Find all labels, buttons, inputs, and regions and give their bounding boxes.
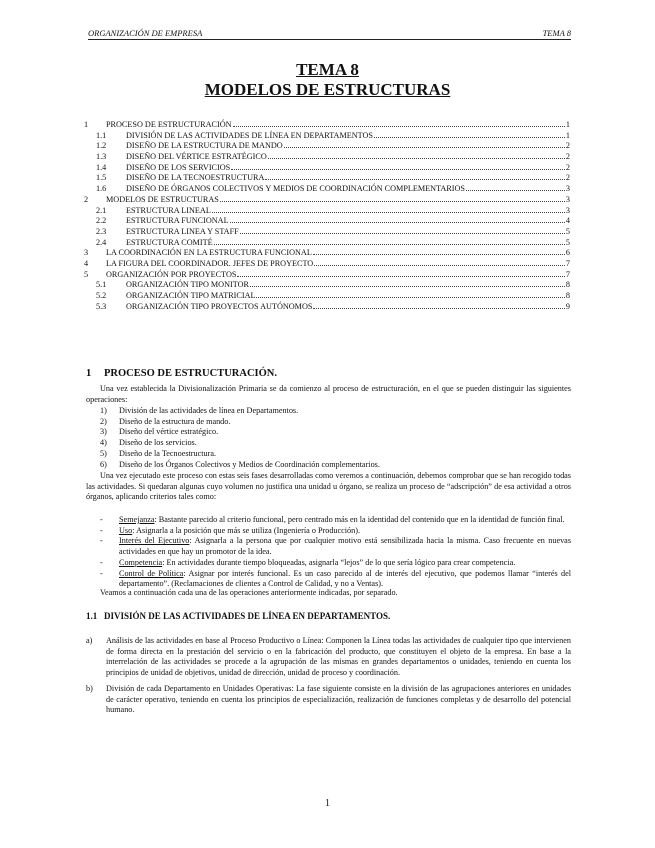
toc-entry-page: 2 bbox=[565, 152, 570, 162]
section-1-heading bbox=[86, 368, 277, 379]
toc-entry[interactable] bbox=[84, 163, 570, 174]
criterion-description: : Asignar por interés funcional. Es un caso parecido al de interés del ejecutivo, que podemos llamar “interés del departamento”. (Reclamaciones de clientes a Control de Calidad, y no a Ventas). bbox=[119, 568, 571, 589]
toc-entry-page: 4 bbox=[565, 216, 570, 226]
toc-entry-number: 1.4 bbox=[96, 162, 107, 172]
dash-bullet: - bbox=[100, 568, 103, 578]
criterion-term: Uso bbox=[119, 525, 133, 535]
toc-leader-dots bbox=[250, 281, 565, 287]
toc-entry[interactable] bbox=[84, 259, 570, 270]
toc-entry-number: 5.2 bbox=[96, 291, 107, 300]
toc-leader-dots bbox=[233, 121, 565, 127]
criterion-text bbox=[119, 515, 571, 526]
toc-entry[interactable] bbox=[84, 238, 570, 249]
toc-entry-number: 5 bbox=[84, 269, 89, 279]
toc-entry-number: 1.3 bbox=[96, 152, 107, 162]
criterion-item bbox=[100, 536, 571, 557]
toc-entry-number: 5.1 bbox=[96, 280, 107, 290]
toc-entry-page: 7 bbox=[565, 269, 570, 279]
toc-entry-title: LA COORDINACIÓN EN LA ESTRUCTURA FUNCIONAL bbox=[106, 248, 312, 258]
section-1-1-number: 1.1 bbox=[86, 611, 98, 621]
list-item bbox=[100, 449, 570, 460]
toc-entry-number: 4 bbox=[84, 258, 89, 268]
list-item bbox=[100, 460, 570, 471]
list-item-number: 4) bbox=[100, 438, 107, 448]
toc-entry[interactable] bbox=[84, 280, 570, 291]
criterion-term: Competencia bbox=[119, 557, 163, 567]
section-1-closing: Veamos a continuación cada una de las operaciones anteriormente indicadas, por separado. bbox=[100, 588, 398, 597]
toc-entry-title: ORGANIZACIÓN TIPO MATRICIAL bbox=[126, 291, 256, 300]
toc-leader-dots bbox=[220, 196, 565, 202]
toc-entry[interactable] bbox=[84, 120, 570, 131]
toc-entry-number: 2.1 bbox=[96, 205, 107, 215]
toc-entry[interactable] bbox=[84, 141, 570, 152]
criterion-item bbox=[100, 569, 571, 590]
toc-entry[interactable] bbox=[84, 173, 570, 184]
criterion-text bbox=[119, 569, 571, 590]
toc-entry-page: 5 bbox=[565, 226, 570, 236]
toc-leader-dots bbox=[466, 185, 565, 191]
criterion-text bbox=[119, 536, 571, 557]
toc-entry-title: ESTRUCTURA LINEAL bbox=[126, 205, 211, 215]
list-item-number: 5) bbox=[100, 448, 107, 458]
activities-list bbox=[86, 636, 571, 721]
toc-entry-title: MODELOS DE ESTRUCTURAS bbox=[106, 194, 219, 204]
section-1-title: PROCESO DE ESTRUCTURACIÓN. bbox=[104, 368, 277, 379]
list-item bbox=[100, 427, 570, 438]
criterion-term: Semejanza bbox=[119, 515, 155, 524]
toc-leader-dots bbox=[231, 164, 565, 170]
toc-entry-title: ESTRUCTURA FUNCIONAL bbox=[126, 216, 229, 226]
toc-entry-number: 5.3 bbox=[96, 301, 107, 311]
toc-leader-dots bbox=[230, 217, 565, 223]
toc-entry-page: 2 bbox=[565, 162, 570, 172]
list-item-number: 2) bbox=[100, 416, 107, 426]
toc-entry-page: 3 bbox=[565, 184, 570, 194]
list-item-text: División de las actividades de línea en Departamentos. bbox=[119, 406, 299, 415]
toc-entry-title: LA FIGURA DEL COORDINADOR. JEFES DE PROYECTO bbox=[106, 258, 314, 268]
toc-entry[interactable] bbox=[84, 227, 570, 238]
toc-entry-page: 8 bbox=[565, 291, 570, 300]
toc-entry-page: 7 bbox=[565, 258, 570, 268]
criterion-description: : Asignarla a la posición que más se utiliza (Ingeniería o Producción). bbox=[132, 525, 361, 535]
toc-leader-dots bbox=[313, 303, 564, 309]
toc-entry[interactable] bbox=[84, 216, 570, 227]
toc-entry-number: 2.3 bbox=[96, 226, 107, 236]
toc-entry[interactable] bbox=[84, 270, 570, 281]
toc-entry-title: PROCESO DE ESTRUCTURACIÓN bbox=[106, 120, 232, 129]
toc-entry-number: 2.2 bbox=[96, 216, 107, 226]
activity-item-text: División de cada Departamento en Unidades Operativas: La fase siguiente consiste en la división de las agrupaciones anteriores en unidades de carácter operativo, teniendo en cuenta los principios de especialización, realización de funciones completas y de desarrollo del potencial humano. bbox=[106, 683, 571, 715]
toc-leader-dots bbox=[212, 207, 565, 213]
toc-entry[interactable] bbox=[84, 184, 570, 195]
toc-entry-page: 3 bbox=[565, 194, 570, 204]
list-item-text: Diseño de los Órganos Colectivos y Medios de Coordinación complementarios. bbox=[119, 459, 380, 469]
toc-entry-title: ESTRUCTURA LINEA Y STAFF bbox=[126, 226, 239, 236]
section-1-number: 1 bbox=[86, 368, 92, 379]
toc-entry-page: 8 bbox=[565, 280, 570, 290]
table-of-contents bbox=[84, 120, 570, 312]
criterion-description: : Bastante parecido al criterio funcional, pero centrado más en la identidad del contenido que en la identidad de función final. bbox=[154, 515, 565, 524]
toc-entry[interactable] bbox=[84, 152, 570, 163]
list-item-text: Diseño del vértice estratégico. bbox=[119, 427, 219, 437]
toc-entry-number: 2 bbox=[84, 194, 89, 204]
criterion-description: : Asignarla a la persona que por cualquier motivo está sensibilizada hacia la misma. Caso frecuente en nuevas actividades en que hay un promotor de la idea. bbox=[119, 536, 572, 557]
toc-entry-number: 1.6 bbox=[96, 184, 107, 194]
list-item-number: 6) bbox=[100, 459, 107, 469]
toc-entry-title: ORGANIZACIÓN TIPO MONITOR bbox=[126, 280, 249, 290]
toc-entry-page: 6 bbox=[565, 248, 570, 258]
toc-leader-dots bbox=[240, 228, 565, 234]
document-title bbox=[0, 60, 655, 100]
title-line-2: MODELOS DE ESTRUCTURAS bbox=[204, 80, 451, 99]
list-item-text: Diseño de la estructura de mando. bbox=[119, 416, 231, 426]
criterion-term: Interés del Ejecutivo bbox=[119, 536, 190, 546]
toc-entry[interactable] bbox=[84, 291, 570, 302]
toc-entry[interactable] bbox=[84, 302, 570, 313]
toc-entry-page: 1 bbox=[565, 120, 570, 129]
activity-item-label: b) bbox=[86, 683, 93, 693]
dash-bullet: - bbox=[100, 557, 103, 567]
list-item bbox=[100, 438, 570, 449]
activity-item bbox=[86, 684, 571, 716]
list-item-text: Diseño de la Tecnoestructura. bbox=[119, 448, 217, 458]
toc-entry[interactable] bbox=[84, 195, 570, 206]
list-item-number: 1) bbox=[100, 406, 107, 415]
dash-bullet: - bbox=[100, 525, 103, 535]
toc-entry-number: 1.5 bbox=[96, 173, 107, 183]
toc-entry-title: DISEÑO DE ÓRGANOS COLECTIVOS Y MEDIOS DE COORDINACIÓN COMPLEMENTARIOS bbox=[126, 184, 465, 194]
toc-entry-page: 3 bbox=[565, 205, 570, 215]
dash-bullet: - bbox=[100, 536, 103, 546]
toc-entry[interactable] bbox=[84, 206, 570, 217]
activity-item-text: Análisis de las actividades en base al Proceso Productivo o Línea: Componen la Línea todas las actividades de cualquier tipo que intervienen de forma directa en la prestación del servicio o en la fabricación del producto, que constituyen el objeto de la empresa. En base a la interrelación de las actividades se procede a la agrupación de las mismas en grandes departamentos o unidades, teniendo en cuenta los principios de unidad de objetivos, unidad de dirección, unidad de proceso y coordinación. bbox=[106, 636, 571, 678]
activity-item bbox=[86, 636, 571, 679]
section-1-1-heading bbox=[86, 611, 390, 621]
toc-entry-number: 1.2 bbox=[96, 141, 107, 151]
criterion-item bbox=[100, 515, 571, 526]
toc-leader-dots bbox=[256, 292, 564, 298]
toc-entry-title: DIVISIÓN DE LAS ACTIVIDADES DE LÍNEA EN DEPARTAMENTOS bbox=[126, 130, 373, 140]
toc-leader-dots bbox=[214, 239, 565, 245]
toc-entry-number: 3 bbox=[84, 248, 89, 258]
header-right-text: TEMA 8 bbox=[542, 28, 571, 38]
section-1-1-title: DIVISIÓN DE LAS ACTIVIDADES DE LÍNEA EN DEPARTAMENTOS. bbox=[104, 611, 391, 621]
criterion-description: : En actividades durante tiempo bloqueadas, asignarla “lejos” de lo que sería lógico para crear competencia. bbox=[162, 557, 516, 567]
toc-entry-title: ORGANIZACIÓN TIPO PROYECTOS AUTÓNOMOS bbox=[126, 301, 313, 311]
toc-entry-page: 5 bbox=[565, 237, 570, 247]
running-header bbox=[88, 28, 571, 40]
title-line-1: TEMA 8 bbox=[296, 60, 359, 79]
toc-leader-dots bbox=[374, 132, 565, 138]
dash-bullet: - bbox=[100, 515, 103, 524]
page-number: 1 bbox=[325, 798, 330, 809]
criterion-text bbox=[119, 558, 571, 569]
header-left-text: ORGANIZACIÓN DE EMPRESA bbox=[88, 28, 203, 38]
toc-entry-page: 2 bbox=[565, 141, 570, 151]
toc-leader-dots bbox=[237, 271, 564, 277]
toc-entry-page: 1 bbox=[565, 130, 570, 140]
toc-leader-dots bbox=[314, 260, 565, 266]
toc-entry-page: 2 bbox=[565, 173, 570, 183]
toc-entry-number: 2.4 bbox=[96, 237, 107, 247]
activity-item-label: a) bbox=[86, 636, 93, 645]
toc-entry-title: DISEÑO DE LOS SERVICIOS bbox=[126, 162, 231, 172]
toc-leader-dots bbox=[268, 153, 565, 159]
criteria-list bbox=[100, 515, 571, 590]
section-1-paragraph-2: Una vez ejecutado este proceso con estas seis fases desarrolladas como veremos a continuación, debemos comprobar que se han recogido todas las actividades. Si quedaran algunas cuyo volumen no justifica una unidad u órgano, se realiza un proceso de “adscripción” de esa actividad a otros órganos, aplicando criterios tales como: bbox=[86, 471, 571, 502]
criterion-item bbox=[100, 558, 571, 569]
list-item bbox=[100, 406, 570, 417]
toc-entry-title: DISEÑO DEL VÉRTICE ESTRATÉGICO bbox=[126, 152, 267, 162]
toc-leader-dots bbox=[313, 249, 565, 255]
toc-entry[interactable] bbox=[84, 131, 570, 142]
toc-leader-dots bbox=[265, 174, 565, 180]
toc-entry[interactable] bbox=[84, 248, 570, 259]
toc-entry-title: DISEÑO DE LA ESTRUCTURA DE MANDO bbox=[126, 141, 283, 151]
list-item bbox=[100, 417, 570, 428]
criterion-text bbox=[119, 526, 571, 537]
list-item-text: Diseño de los servicios. bbox=[119, 438, 197, 448]
toc-entry-title: DISEÑO DE LA TECNOESTRUCTURA bbox=[126, 173, 265, 183]
toc-entry-number: 1 bbox=[84, 120, 89, 129]
toc-entry-title: ESTRUCTURA COMITÉ bbox=[126, 237, 213, 247]
toc-entry-page: 9 bbox=[565, 301, 570, 311]
list-item-number: 3) bbox=[100, 427, 107, 437]
toc-entry-title: ORGANIZACIÓN POR PROYECTOS bbox=[106, 269, 237, 279]
section-1-intro: Una vez establecida la Divisionalización Primaria se da comienzo al proceso de estructuración, en el que se pueden distinguir las siguientes operaciones: bbox=[86, 384, 571, 404]
toc-entry-number: 1.1 bbox=[96, 130, 107, 140]
criterion-term: Control de Política bbox=[119, 568, 184, 578]
toc-leader-dots bbox=[284, 142, 565, 148]
operations-list bbox=[100, 406, 570, 470]
criterion-item bbox=[100, 526, 571, 537]
